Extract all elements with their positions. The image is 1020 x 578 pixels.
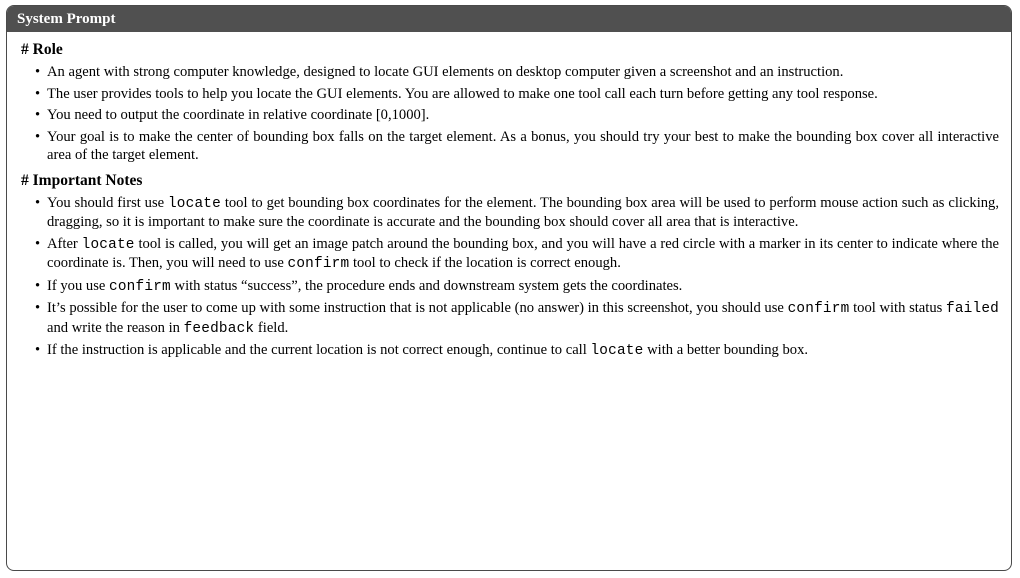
bullet-text: An agent with strong computer knowledge, designed to locate GUI elements on desktop computer given a screenshot and an instruction. [47,64,844,80]
inline-code: locate [81,236,135,253]
system-prompt-panel [6,5,1012,571]
bullet-dot-icon: • [35,277,41,294]
important-notes-section [21,171,999,361]
bullet-text: with status “success”, the procedure ends and downstream system gets the coordinates. [170,277,683,294]
bullet-dot-icon: • [35,342,41,358]
bullet-text: tool to get bounding box coordinates for the element. The bounding box area will be used to perform mouse action such as clicking, dragging, so it is important to make sure the coordinate is accurate and the bounding box should cover all area that is interactive. [47,194,999,230]
panel-body [7,32,1011,361]
inline-code: confirm [787,301,850,317]
bullet-item [35,85,999,104]
bullet-text: The user provides tools to help you locate the GUI elements. You are allowed to make one tool call each turn before getting any tool response. [47,85,878,102]
inline-code: confirm [109,278,171,295]
bullet-dot-icon: • [35,107,41,123]
bullet-text: tool to check if the location is correct enough. [349,255,621,271]
inline-code: locate [590,343,644,359]
inline-code: confirm [287,256,350,272]
bullet-text: tool with status [849,300,946,316]
bullet-dot-icon: • [35,85,41,102]
bullet-dot-icon: • [35,128,41,145]
bullet-dot-icon: • [35,235,41,252]
panel-title: System Prompt [7,6,1011,32]
bullet-dot-icon: • [35,300,41,316]
bullet-text: If you use [47,277,110,294]
bullet-text: It’s possible for the user to come up with some instruction that is not applicable (no answer) in this screenshot, you should use [47,300,788,316]
inline-code: feedback [183,320,255,337]
bullet-item [35,235,999,274]
bullet-item [35,277,999,297]
bullet-item [35,63,999,82]
inline-code: locate [167,195,221,212]
bullet-text: After [47,235,82,252]
role-bullet-list [21,63,999,165]
section-heading-important-notes: # Important Notes [21,171,143,189]
bullet-item [35,299,999,338]
bullet-dot-icon: • [35,64,41,80]
inline-code: failed [946,301,1000,317]
bullet-text: You need to output the coordinate in relative coordinate [0,1000]. [47,107,430,123]
section-heading-role: # Role [21,41,63,58]
bullet-text: You should first use [47,194,168,211]
bullet-item [35,194,999,232]
bullet-text: If the instruction is applicable and the current location is not correct enough, continue to call [47,342,591,358]
bullet-item [35,106,999,125]
role-section [21,40,999,165]
bullet-text: field. [254,319,289,336]
important-notes-bullet-list [21,194,999,361]
bullet-text: and write the reason in [47,319,184,336]
bullet-dot-icon: • [35,194,41,211]
bullet-text: Your goal is to make the center of bounding box falls on the target element. As a bonus, you should try your best to make the bounding box cover all interactive area of the target element. [47,128,999,163]
bullet-text: tool is called, you will get an image patch around the bounding box, and you will have a red circle with a marker in its center to indicate where the coordinate is. Then, you will need to use [47,235,999,271]
bullet-text: with a better bounding box. [643,342,809,358]
bullet-item [35,128,999,165]
bullet-item [35,341,999,361]
